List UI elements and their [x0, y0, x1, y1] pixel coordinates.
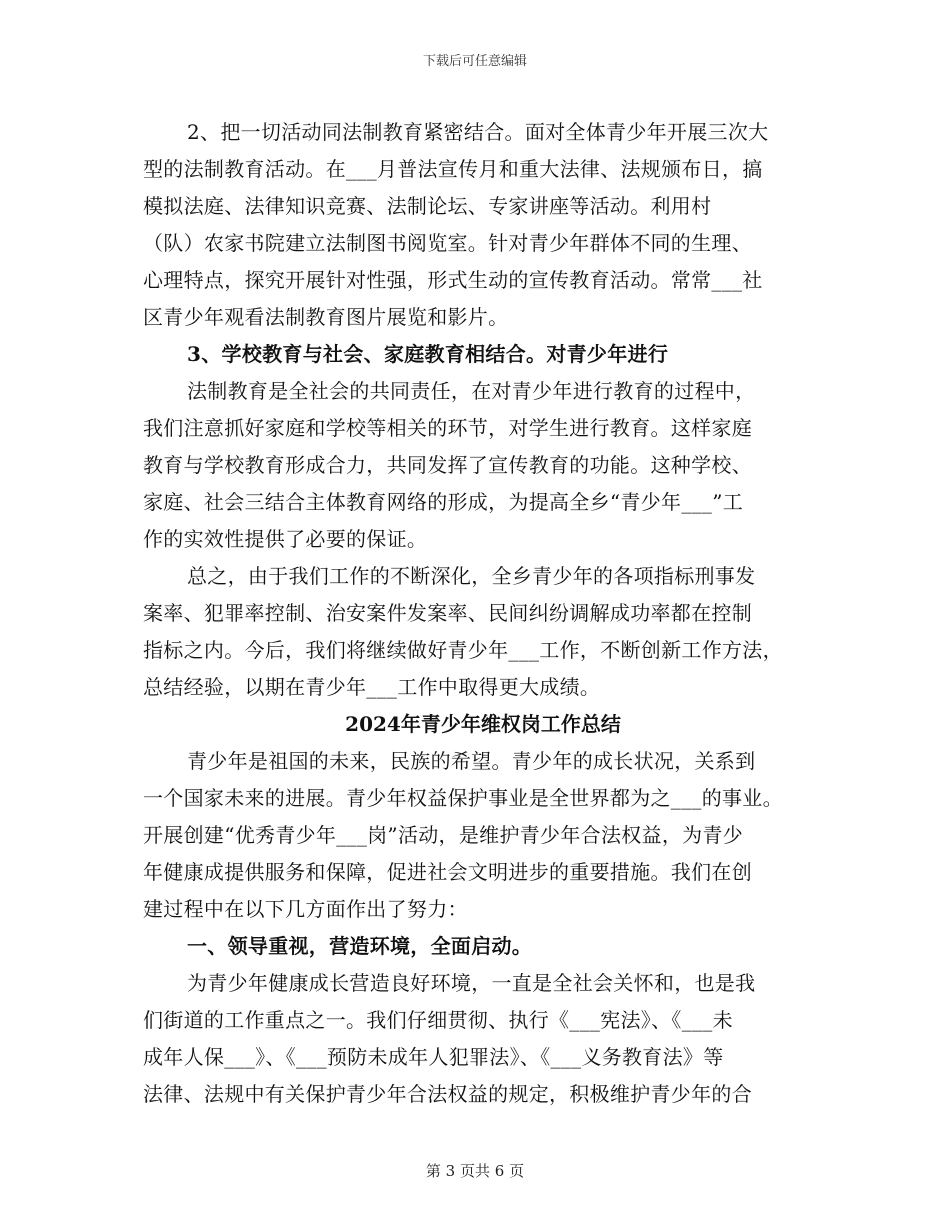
page-header-note: 下载后可任意编辑	[422, 54, 527, 69]
text-line: 模拟法庭、法律知识竞赛、法制论坛、专家讲座等活动。利用村	[143, 194, 712, 218]
paragraph-summary	[143, 558, 823, 706]
text-line: 法制教育是全社会的共同责任，在对青少年进行教育的过程中，	[187, 379, 756, 403]
paragraph-youth-future	[143, 743, 823, 928]
text-line: 法律、法规中有关保护青少年合法权益的规定，积极维护青少年的合	[143, 1082, 752, 1106]
text-line: 家庭、社会三结合主体教育网络的形成，为提高全乡“青少年___”工	[143, 490, 744, 514]
section-heading-school-family	[143, 336, 823, 373]
text-line: 开展创建“优秀青少年___岗”活动，是维护青少年合法权益，为青少	[143, 823, 744, 847]
text-line: 总之，由于我们工作的不断深化，全乡青少年的各项指标刑事发	[187, 564, 756, 588]
text-line: 总结经验，以期在青少年___工作中取得更大成绩。	[143, 675, 601, 699]
text-line: 一、领导重视，营造环境，全面启动。	[187, 934, 533, 958]
document-section-title	[143, 706, 823, 743]
text-line: 案率、犯罪率控制、治安案件发案率、民间纠纷调解成功率都在控制	[143, 601, 752, 625]
text-line: （队）农家书院建立法制图书阅览室。针对青少年群体不同的生理、	[143, 231, 752, 255]
text-line: 一个国家未来的进展。青少年权益保护事业是全世界都为之___的事业。	[143, 786, 783, 810]
text-line: 年健康成提供服务和保障，促进社会文明进步的重要措施。我们在创	[143, 860, 752, 884]
text-line: 为青少年健康成长营造良好环境，一直是全社会关怀和，也是我	[187, 971, 756, 995]
document-body	[143, 114, 823, 1113]
paragraph-shared-responsibility	[143, 373, 823, 558]
section-heading-leadership	[143, 928, 823, 965]
paragraph-law-education-activities	[143, 114, 823, 336]
text-line: 教育与学校教育形成合力，共同发挥了宣传教育的功能。这种学校、	[143, 453, 752, 477]
text-line: 3、学校教育与社会、家庭教育相结合。对青少年进行	[187, 342, 669, 366]
title-text: 2024年青少年维权岗工作总结	[345, 712, 621, 736]
text-line: 2、把一切活动同法制教育紧密结合。面对全体青少年开展三次大	[187, 120, 769, 144]
page-number-footer: 第 3 页共 6 页	[425, 1162, 525, 1180]
text-line: 作的实效性提供了必要的保证。	[143, 527, 428, 551]
paragraph-healthy-environment	[143, 965, 823, 1113]
text-line: 们街道的工作重点之一。我们仔细贯彻、执行《___宪法》、《___未	[143, 1008, 733, 1032]
text-line: 心理特点，探究开展针对性强，形式生动的宣传教育活动。常常___社	[143, 268, 763, 292]
text-line: 建过程中在以下几方面作出了努力：	[143, 897, 468, 921]
text-line: 指标之内。今后，我们将继续做好青少年___工作，不断创新工作方法，	[143, 638, 783, 662]
text-line: 型的法制教育活动。在___月普法宣传月和重大法律、法规颁布日，搞	[143, 157, 763, 181]
text-line: 我们注意抓好家庭和学校等相关的环节，对学生进行教育。这样家庭	[143, 416, 752, 440]
text-line: 青少年是祖国的未来，民族的希望。青少年的成长状况，关系到	[187, 749, 756, 773]
text-line: 成年人保___》、《___预防未成年人犯罪法》、《___义务教育法》等	[143, 1045, 724, 1069]
text-line: 区青少年观看法制教育图片展览和影片。	[143, 305, 509, 329]
